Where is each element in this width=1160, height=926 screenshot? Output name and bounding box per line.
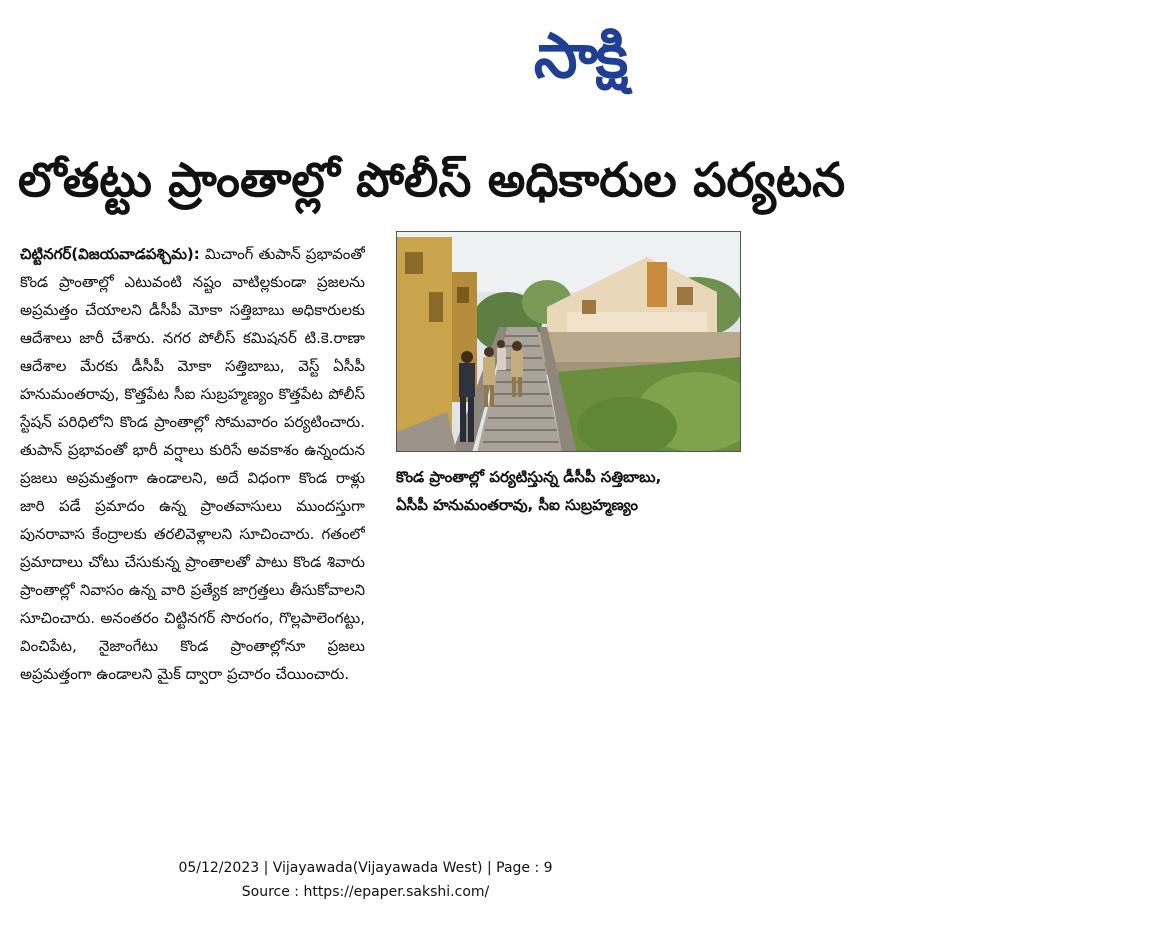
- article-text: మిచాంగ్ తుపాన్ ప్రభావంతో కొండ ప్రాంతాల్లో ఎటువంటి నష్టం వాటిల్లకుండా ప్రజలను అప్రమత్తం చేయాలని డీసీపీ మోకా సత్తిబాబు అధికారులకు ఆదేశాలు జారీ చేశారు. నగర పోలీస్ కమిషనర్ టి.కె.రాణా ఆదేశాల మేరకు డీసీపీ మోకా సత్తిబాబు, వెస్ట్ ఏసీపీ హనుమంతరావు, కొత్తపేట సీఐ సుబ్రహ్మణ్యం కొత్తపేట పోలీస్ స్టేషన్ పరిధిలోని కొండ ప్రాంతాల్లో సోమవారం పర్యటించారు. తుపాన్ ప్రభావంతో భారీ వర్షాలు కురిసే అవకాశం ఉన్నందున ప్రజలు అప్రమత్తంగా ఉండాలని, అదే విధంగా కొండ రాళ్లు జారి పడే ప్రమాదం ఉన్న ప్రాంతవాసులు ముందస్తుగా పునరావాస కేంద్రాలకు తరలివెళ్లాలని సూచించారు. గతంలో ప్రమాదాలు చోటు చేసుకున్న ప్రాంతాలతో పాటు కొండ శివారు ప్రాంతాల్లో నివాసం ఉన్న వారి ప్రత్యేక జాగ్రత్తలు తీసుకోవాలని సూచించారు. అనంతరం చిట్టినగర్ సొరంగం, గొల్లపాలెంగట్టు, వించిపేట, నైజాంగేటు కొండ ప్రాంతాల్లోనూ ప్రజలు అప్రమత్తంగా ఉండాలని మైక్ ద్వారా ప్రచారం చేయించారు.: [20, 245, 365, 683]
- caption-line-2: ఏసీపీ హనుమంతరావు, సీఐ సుబ్రహ్మణ్యం: [396, 496, 638, 514]
- headline: లోతట్టు ప్రాంతాల్లో పోలీస్ అధికారుల పర్యటన: [18, 153, 846, 208]
- sakshi-logo: [470, 14, 690, 98]
- photo-caption: [396, 463, 741, 519]
- dateline: చిట్టినగర్(విజయవాడపశ్చిమ):: [20, 245, 200, 263]
- caption-line-1: కొండ ప్రాంతాల్లో పర్యటిస్తున్న డీసీపీ సత్తిబాబు,: [396, 468, 662, 486]
- source-footer: [0, 856, 731, 904]
- police-on-hill-stairs-illustration: [397, 232, 741, 452]
- article-body: [20, 240, 365, 820]
- news-photo: [396, 231, 741, 452]
- footer-date-edition: 05/12/2023 | Vijayawada(Vijayawada West) | Page : 9: [178, 860, 553, 876]
- footer-source-link[interactable]: Source : https://epaper.sakshi.com/: [241, 884, 490, 900]
- logo-wordmark: సాక్షి: [533, 19, 627, 92]
